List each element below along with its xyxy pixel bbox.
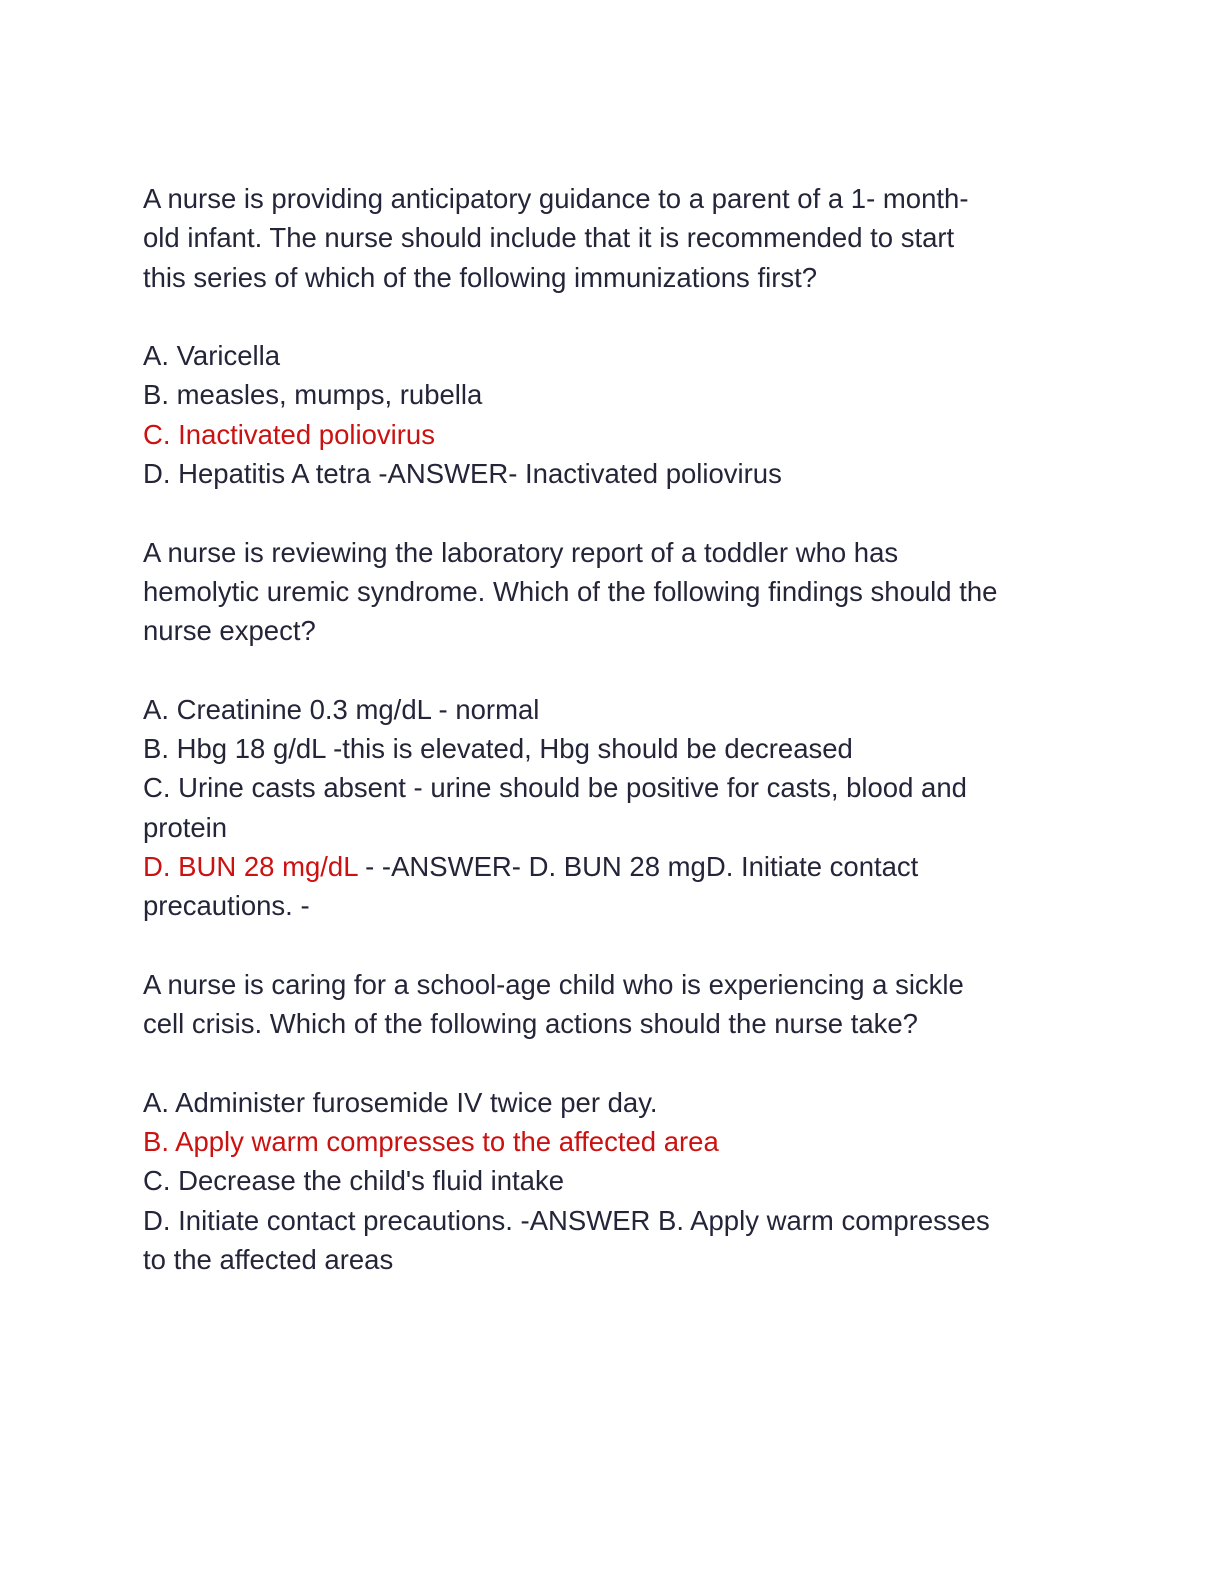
question-1: [143, 179, 1093, 493]
question-2-stem-line-1: A nurse is reviewing the laboratory report of a toddler who has: [143, 536, 899, 568]
question-1-stem-line-2: old infant. The nurse should include that it is recommended to start: [143, 222, 955, 254]
question-1-option-d-answer: D. Hepatitis A tetra -ANSWER- Inactivated poliovirus: [143, 458, 782, 490]
question-1-stem-line-3: this series of which of the following immunizations first?: [143, 261, 818, 293]
question-2-stem-line-3: nurse expect?: [143, 615, 316, 647]
question-2-stem-line-2: hemolytic uremic syndrome. Which of the following findings should the: [143, 575, 998, 607]
spacer: [143, 493, 1093, 532]
question-3-option-a: A. Administer furosemide IV twice per day.: [143, 1086, 658, 1118]
question-3-stem-line-2: cell crisis. Which of the following actions should the nurse take?: [143, 1008, 918, 1040]
question-3-stem-line-1: A nurse is caring for a school-age child who is experiencing a sickle: [143, 968, 964, 1000]
question-2-option-c-line-2: protein: [143, 811, 228, 843]
spacer: [143, 1044, 1093, 1083]
question-1-option-a: A. Varicella: [143, 340, 281, 372]
question-2-option-c-line-1: C. Urine casts absent - urine should be positive for casts, blood and: [143, 772, 967, 804]
question-3-option-b-correct: B. Apply warm compresses to the affected area: [143, 1126, 719, 1158]
question-2-option-d-correct: D. BUN 28 mg/dL: [143, 851, 358, 883]
question-1-option-c-correct: C. Inactivated poliovirus: [143, 418, 435, 450]
question-2-option-a: A. Creatinine 0.3 mg/dL - normal: [143, 693, 540, 725]
question-1-option-b: B. measles, mumps, rubella: [143, 379, 483, 411]
spacer: [143, 926, 1093, 965]
spacer: [143, 651, 1093, 690]
spacer: [143, 297, 1093, 336]
question-2-option-b: B. Hbg 18 g/dL -this is elevated, Hbg should be decreased: [143, 733, 853, 765]
question-3-option-c: C. Decrease the child's fluid intake: [143, 1165, 565, 1197]
question-3-option-d-line-2: to the affected areas: [143, 1244, 394, 1276]
question-3: [143, 965, 1093, 1279]
question-1-stem-line-1: A nurse is providing anticipatory guidance to a parent of a 1- month-: [143, 183, 969, 214]
question-2-option-d: [143, 847, 1093, 886]
question-2: [143, 533, 1093, 926]
document-page: [143, 179, 1093, 1279]
question-2-option-d-line-2: precautions. -: [143, 890, 310, 922]
question-2-option-d-answer: - -ANSWER- D. BUN 28 mgD. Initiate contact: [357, 851, 919, 883]
question-3-option-d-line-1: D. Initiate contact precautions. -ANSWER B. Apply warm compresses: [143, 1204, 990, 1236]
